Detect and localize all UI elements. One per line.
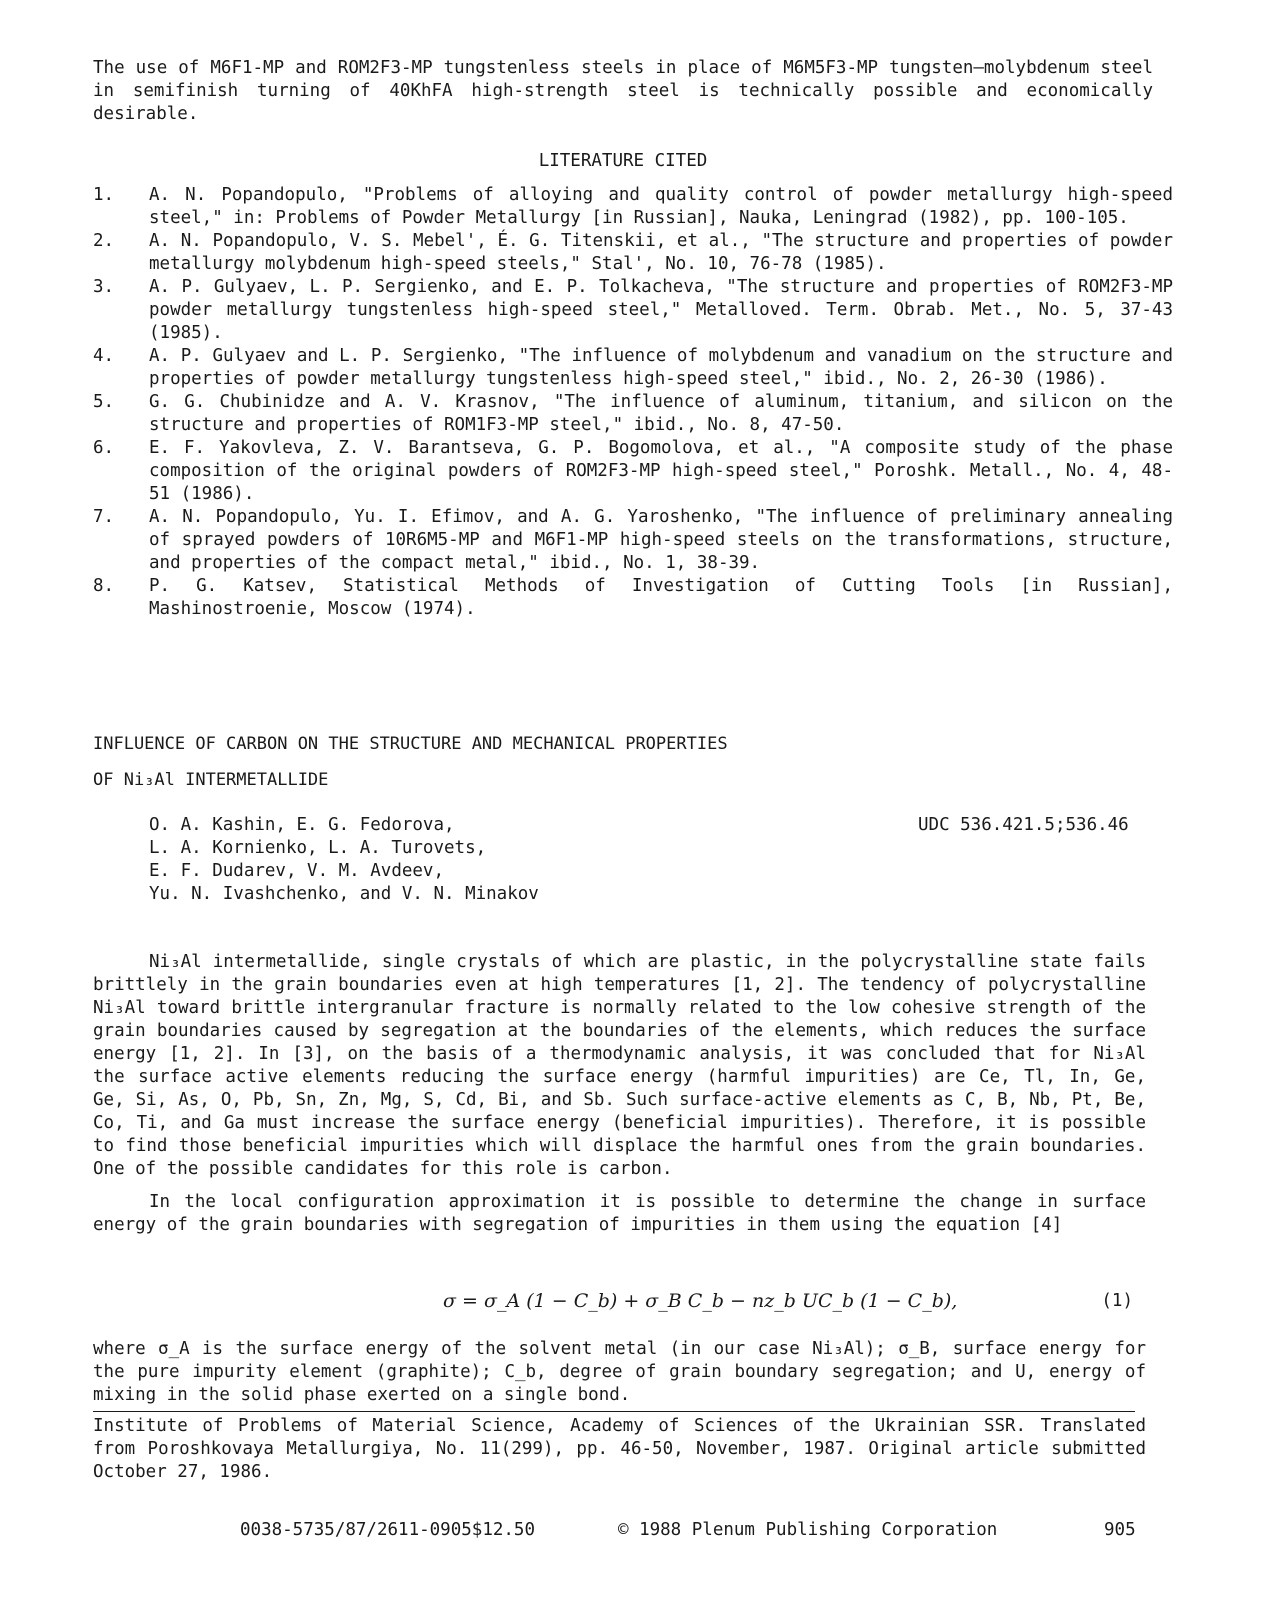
reference-item (93, 437, 1173, 506)
literature-heading: LITERATURE CITED (538, 151, 708, 171)
equation: σ = σ_A (1 − C_b) + σ_B C_b − nz_b UC_b (1 − C_b), (443, 1290, 958, 1312)
reference-text: A. P. Gulyaev, L. P. Sergienko, and E. P. Tolkacheva, "The structure and properties of ROM2F3-MP powder metallurgy tungstenless high-speed steel," Metalloved. Term. Obrab. Met., No. 5, 37-43 (1985). (149, 277, 1173, 343)
reference-number: 8. (93, 576, 115, 596)
footer-copyright: © 1988 Plenum Publishing Corporation (618, 1520, 998, 1540)
article-title (93, 733, 1093, 805)
reference-text: A. P. Gulyaev and L. P. Sergienko, "The influence of molybdenum and vanadium on the structure and properties of powder metallurgy tungstenless high-speed steel," ibid., No. 2, 26-30 (1986). (149, 346, 1173, 389)
footer-code: 0038-5735/87/2611-0905$12.50 (240, 1520, 536, 1540)
reference-number: 6. (93, 438, 115, 458)
author-line: Yu. N. Ivashchenko, and V. N. Minakov (149, 884, 539, 904)
author-line: E. F. Dudarev, V. M. Avdeev, (149, 861, 445, 881)
reference-number: 2. (93, 231, 115, 251)
article-title-line-1: INFLUENCE OF CARBON ON THE STRUCTURE AND MECHANICAL PROPERTIES (93, 734, 728, 754)
reference-text: A. N. Popandopulo, "Problems of alloying and quality control of powder metallurgy high-speed steel," in: Problems of Powder Metallurgy [in Russian], Nauka, Leningrad (1982), pp. 100-105. (149, 185, 1173, 228)
reference-text: E. F. Yakovleva, Z. V. Barantseva, G. P. Bogomolova, et al., "A composite study of the phase composition of the original powders of ROM2F3-MP high-speed steel," Poroshk. Metall., No. 4, 48-51 (1986). (149, 438, 1173, 504)
reference-item (93, 506, 1173, 575)
where-clause: where σ_A is the surface energy of the solvent metal (in our case Ni₃Al); σ_B, surface energy for the pure impurity element (graphite); C_b, degree of grain boundary segregation; and U, energy of mixing in the solid phase exerted on a single bond. (93, 1339, 1146, 1405)
reference-text: A. N. Popandopulo, Yu. I. Efimov, and A. G. Yaroshenko, "The influence of preliminary annealing of sprayed powders of 10R6M5-MP and M6F1-MP high-speed steels on the transformations, structure, and properties of the compact metal," ibid., No. 1, 38-39. (149, 507, 1173, 573)
reference-list (93, 184, 1173, 621)
article-body (93, 951, 1146, 1237)
reference-item (93, 184, 1173, 230)
body-paragraph-2: In the local configuration approximation it is possible to determine the change in surface energy of the grain boundaries with segregation of impurities in them using the equation [4] (93, 1192, 1146, 1235)
reference-text: A. N. Popandopulo, V. S. Mebel', É. G. Titenskii, et al., "The structure and properties of powder metallurgy molybdenum high-speed steels," Stal', No. 10, 76-78 (1985). (149, 231, 1173, 274)
reference-text: G. G. Chubinidze and A. V. Krasnov, "The influence of aluminum, titanium, and silicon on the structure and properties of ROM1F3-MP steel," ibid., No. 8, 47-50. (149, 392, 1173, 435)
reference-text: P. G. Katsev, Statistical Methods of Investigation of Cutting Tools [in Russian], Mashinostroenie, Moscow (1974). (149, 576, 1173, 619)
reference-item (93, 391, 1173, 437)
author-line: O. A. Kashin, E. G. Fedorova, (149, 815, 455, 835)
page-number: 905 (1104, 1520, 1136, 1540)
body-paragraph-1: Ni₃Al intermetallide, single crystals of which are plastic, in the polycrystalline state fails brittlely in the grain boundaries even at high temperatures [1, 2]. The tendency of polycrystalline Ni₃Al toward brittle intergranular fracture is normally related to the low cohesive strength of the grain boundaries caused by segregation at the boundaries of the elements, which reduces the surface energy [1, 2]. In [3], on the basis of a thermodynamic analysis, it was concluded that for Ni₃Al the surface active elements reducing the surface energy (harmful impurities) are Ce, Tl, In, Ge, Ge, Si, As, O, Pb, Sn, Zn, Mg, S, Cd, Bi, and Sb. Such surface-active elements as C, B, Nb, Pt, Be, Co, Ti, and Ga must increase the surface energy (beneficial impurities). Therefore, it is possible to find those beneficial impurities which will displace the harmful ones from the grain boundaries. One of the possible candidates for this role is carbon. (93, 952, 1146, 1179)
reference-number: 5. (93, 392, 115, 412)
reference-number: 4. (93, 346, 115, 366)
reference-item (93, 276, 1173, 345)
equation-row (93, 1290, 1133, 1318)
reference-number: 1. (93, 185, 115, 205)
reference-number: 7. (93, 507, 115, 527)
article-title-line-2: OF Ni₃Al INTERMETALLIDE (93, 770, 329, 790)
equation-number: (1) (1101, 1291, 1133, 1311)
footnote: Institute of Problems of Material Science, Academy of Sciences of the Ukrainian SSR. Translated from Poroshkovaya Metallurgiya, No. 11(299), pp. 46-50, November, 1987. Original article submitted October 27, 1986. (93, 1416, 1146, 1482)
intro-paragraph: The use of M6F1-MP and ROM2F3-MP tungstenless steels in place of M6M5F3-MP tungsten–molybdenum steel in semifinish turning of 40KhFA high-strength steel is technically possible and economically desirable. (93, 58, 1153, 124)
udc-code: UDC 536.421.5;536.46 (918, 815, 1129, 835)
author-line: L. A. Kornienko, L. A. Turovets, (149, 838, 487, 858)
reference-item (93, 230, 1173, 276)
reference-item (93, 575, 1173, 621)
reference-item (93, 345, 1173, 391)
author-list (149, 814, 849, 906)
footnote-divider (93, 1411, 1135, 1412)
reference-number: 3. (93, 277, 115, 297)
